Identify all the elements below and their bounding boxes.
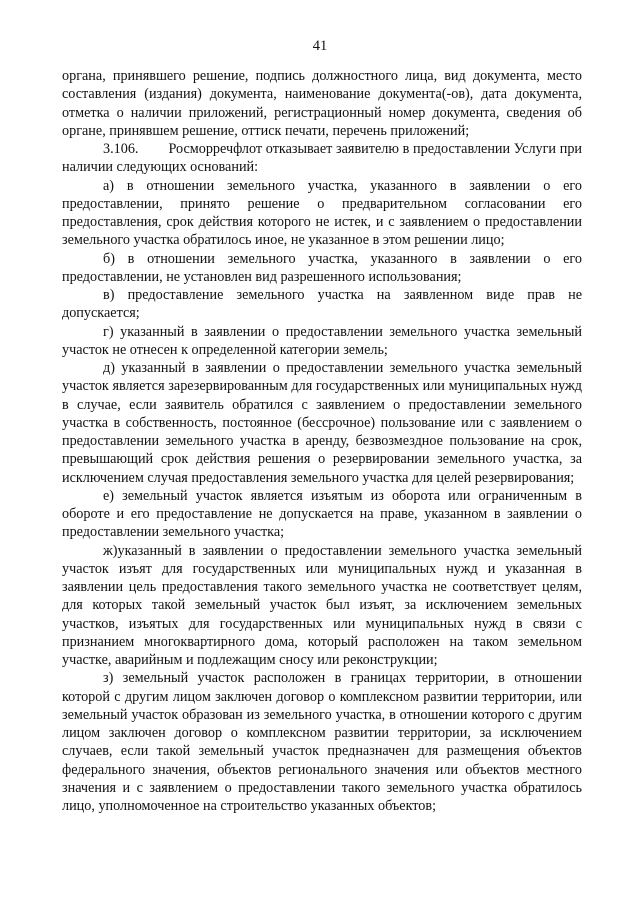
paragraph-item-b: б) в отношении земельного участка, указанного в заявлении о его предоставлении, не установлен вид разрешенного использования; xyxy=(62,250,582,285)
page-number: 41 xyxy=(312,38,328,54)
clause-3-106 xyxy=(62,140,582,177)
paragraph-continuation: органа, принявшего решение, подпись должностного лица, вид документа, место составления (издания) документа, наименование документа(-ов), дата документа, отметка о наличии приложений, регистрационный номер документа, сведения об органе, принявшем решение, оттиск печати, перечень приложений; xyxy=(62,68,582,139)
clause-text: Росморречфлот отказывает заявителю в предоставлении Услуги при наличии следующих оснований: xyxy=(62,141,582,176)
clause-number: 3.106. xyxy=(103,141,139,157)
paragraph-item-a: а) в отношении земельного участка, указанного в заявлении о его предоставлении, принято решение о предварительном согласовании его предоставления, срок действия которого не истек, и с заявлением о предоставлении земельного участка обратилось иное, не указанное в этом решении лицо; xyxy=(62,177,582,249)
paragraph-item-z: з) земельный участок расположен в границах территории, в отношении которой с другим лицом заключен договор о комплексном развитии территории, или земельный участок образован из земельного участка, в отношении которого с другим лицом заключен договор о комплексном развитии территории, за исключением случаев, если такой земельный участок предназначен для размещения объектов федерального значения, объектов регионального значения или объектов местного значения и с заявлением о предоставлении такого земельного участка обратилось лицо, уполномоченное на строительство указанных объектов; xyxy=(62,670,582,814)
paragraph-item-zh: ж)указанный в заявлении о предоставлении земельного участка земельный участок изъят для государственных или муниципальных нужд и указанная в заявлении цель предоставления такого земельного участка не соответствует целям, для которых такой земельный участок был изъят, за исключением земельных участков, изъятых для государственных или муниципальных нужд в связи с признанием многоквартирного дома, который расположен на таком земельном участке, аварийным и подлежащим сносу или реконструкции; xyxy=(62,542,582,668)
paragraph-item-e: е) земельный участок является изъятым из оборота или ограниченным в обороте и его предоставление не допускается на праве, указанном в заявлении о предоставлении земельного участка; xyxy=(62,487,582,541)
document-body xyxy=(62,67,582,815)
paragraph-item-g: г) указанный в заявлении о предоставлении земельного участка земельный участок не отнесен к определенной категории земель; xyxy=(62,323,582,358)
paragraph-item-v: в) предоставление земельного участка на заявленном виде прав не допускается; xyxy=(62,287,582,322)
paragraph-item-d: д) указанный в заявлении о предоставлении земельного участка земельный участок является зарезервированным для государственных или муниципальных нужд в случае, если заявитель обратился с заявлением о предоставлении земельного участка в собственность, постоянное (бессрочное) пользование или с заявлением о предоставлении земельного участка в аренду, безвозмездное пользование на срок, превышающий срок действия решения о резервировании земельного участка, за исключением случая предоставления земельного участка для целей резервирования; xyxy=(62,360,582,486)
